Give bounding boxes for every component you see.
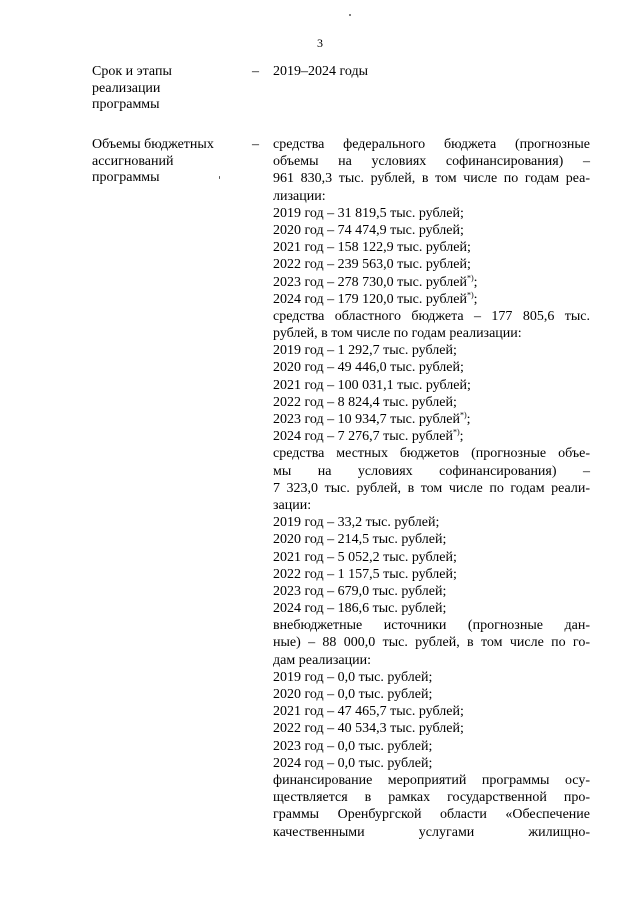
budget-line bbox=[273, 532, 590, 549]
budget-line bbox=[273, 326, 590, 343]
budget-line-text: зации: bbox=[273, 497, 312, 513]
budget-line-text: 2019 год – 31 819,5 тыс. рублей; bbox=[273, 205, 464, 221]
budget-line-text: средства областного бюджета – 177 805,6 тыс. bbox=[273, 308, 590, 324]
budget-line-text: 2021 год – 158 122,9 тыс. рублей; bbox=[273, 240, 471, 256]
budget-line bbox=[273, 687, 590, 704]
budget-dash: – bbox=[252, 137, 259, 152]
line-end-punct: ; bbox=[473, 291, 478, 307]
budget-line-text: 2024 год – 7 276,7 тыс. рублей bbox=[273, 429, 453, 445]
budget-line bbox=[273, 721, 590, 738]
budget-line bbox=[273, 481, 590, 498]
scan-speck bbox=[349, 14, 351, 16]
budget-line bbox=[273, 670, 590, 687]
term-label: Срок и этапы реализации программы bbox=[92, 64, 172, 112]
budget-line bbox=[273, 635, 590, 652]
budget-line bbox=[273, 206, 590, 223]
budget-line bbox=[273, 498, 590, 515]
term-value: 2019–2024 годы bbox=[273, 64, 369, 79]
budget-line-text: 2024 год – 179 120,0 тыс. рублей bbox=[273, 291, 467, 307]
budget-line bbox=[273, 618, 590, 635]
budget-line-text: 2019 год – 0,0 тыс. рублей; bbox=[273, 669, 433, 685]
budget-line bbox=[273, 704, 590, 721]
budget-line bbox=[273, 378, 590, 395]
footnote-mark: *) bbox=[466, 272, 474, 282]
page-number: 3 bbox=[317, 36, 323, 50]
term-dash: – bbox=[252, 64, 259, 79]
budget-line-text: 2023 год – 679,0 тыс. рублей; bbox=[273, 583, 447, 599]
budget-line bbox=[273, 790, 590, 807]
budget-line-text: 2021 год – 47 465,7 тыс. рублей; bbox=[273, 704, 464, 720]
budget-line-text: 2023 год – 10 934,7 тыс. рублей bbox=[273, 412, 460, 427]
budget-line bbox=[273, 550, 590, 567]
budget-line-text: рублей, в том числе по годам реализации: bbox=[273, 326, 522, 342]
budget-line-text: 2023 год – 278 730,0 тыс. рублей bbox=[273, 274, 467, 290]
budget-line bbox=[273, 515, 590, 532]
budget-line-text: 2021 год – 100 031,1 тыс. рублей; bbox=[273, 377, 471, 393]
budget-line bbox=[273, 272, 590, 292]
budget-line-text: объемы на условиях софинансирования) – bbox=[273, 154, 590, 170]
budget-line bbox=[273, 189, 590, 206]
budget-line-text: 2020 год – 214,5 тыс. рублей; bbox=[273, 532, 447, 548]
budget-line-text: 2024 год – 0,0 тыс. рублей; bbox=[273, 755, 433, 771]
budget-line bbox=[273, 360, 590, 377]
budget-line-text: ществляется в рамках государственной про- bbox=[273, 790, 590, 806]
budget-line-text: 2022 год – 40 534,3 тыс. рублей; bbox=[273, 721, 464, 737]
budget-line bbox=[273, 395, 590, 412]
budget-line-text: лизации: bbox=[273, 188, 326, 204]
scan-speck bbox=[219, 176, 220, 179]
footnote-mark: *) bbox=[459, 410, 467, 420]
budget-line bbox=[273, 807, 590, 824]
footnote-mark: *) bbox=[452, 427, 460, 437]
budget-line bbox=[273, 653, 590, 670]
budget-line bbox=[273, 429, 590, 446]
budget-line-text: 7 323,0 тыс. рублей, в том числе по годам реали- bbox=[273, 480, 590, 496]
budget-line-text: 2024 год – 186,6 тыс. рублей; bbox=[273, 601, 447, 617]
budget-line bbox=[273, 773, 590, 790]
budget-line-text: мы на условиях софинансирования) – bbox=[273, 463, 590, 479]
budget-line-text: 2021 год – 5 052,2 тыс. рублей; bbox=[273, 549, 457, 565]
budget-line bbox=[273, 343, 590, 360]
budget-line-text: средства местных бюджетов (прогнозные объе- bbox=[273, 446, 590, 462]
budget-line-text: 2023 год – 0,0 тыс. рублей; bbox=[273, 738, 433, 754]
budget-line bbox=[273, 412, 590, 429]
budget-line-text: 2020 год – 74 474,9 тыс. рублей; bbox=[273, 222, 464, 238]
budget-line bbox=[273, 825, 590, 842]
budget-line bbox=[273, 137, 590, 154]
budget-line bbox=[273, 601, 590, 618]
budget-line bbox=[273, 584, 590, 601]
budget-line bbox=[273, 739, 590, 756]
line-end-punct: ; bbox=[459, 429, 464, 445]
footnote-mark: *) bbox=[466, 290, 474, 300]
budget-line-text: 2022 год – 1 157,5 тыс. рублей; bbox=[273, 566, 457, 582]
budget-line-text: 2020 год – 0,0 тыс. рублей; bbox=[273, 687, 433, 702]
budget-line-text: внебюджетные источники (прогнозные дан- bbox=[273, 618, 590, 634]
budget-label: Объемы бюджетных ассигнований программы bbox=[92, 137, 214, 185]
budget-value bbox=[273, 137, 590, 842]
budget-line-text: 2019 год – 33,2 тыс. рублей; bbox=[273, 515, 440, 531]
budget-line bbox=[273, 309, 590, 326]
budget-line bbox=[273, 292, 590, 309]
budget-line bbox=[273, 464, 590, 481]
budget-line bbox=[273, 257, 590, 274]
budget-line bbox=[273, 240, 590, 257]
budget-line-text: финансирование мероприятий программы осу- bbox=[273, 772, 590, 788]
budget-line bbox=[273, 756, 590, 773]
budget-line-text: граммы Оренбургской области «Обеспечение bbox=[273, 807, 590, 823]
budget-line-text: 961 830,3 тыс. рублей, в том числе по годам реа- bbox=[273, 171, 590, 187]
budget-line bbox=[273, 567, 590, 584]
budget-line-text: качественными услугами жилищно- bbox=[273, 824, 590, 840]
budget-line bbox=[273, 171, 590, 188]
budget-line bbox=[273, 154, 590, 171]
budget-line-text: средства федерального бюджета (прогнозные bbox=[273, 137, 590, 152]
budget-line-text: 2020 год – 49 446,0 тыс. рублей; bbox=[273, 360, 464, 376]
budget-line-text: ные) – 88 000,0 тыс. рублей, в том числе по го- bbox=[273, 635, 590, 651]
budget-line-text: 2022 год – 8 824,4 тыс. рублей; bbox=[273, 394, 457, 410]
budget-line-text: 2019 год – 1 292,7 тыс. рублей; bbox=[273, 343, 457, 359]
budget-line-text: 2022 год – 239 563,0 тыс. рублей; bbox=[273, 257, 471, 273]
line-end-punct: ; bbox=[466, 412, 471, 427]
line-end-punct: ; bbox=[473, 274, 478, 290]
budget-line bbox=[273, 223, 590, 240]
budget-line-text: дам реализации: bbox=[273, 652, 372, 668]
budget-line bbox=[273, 446, 590, 463]
